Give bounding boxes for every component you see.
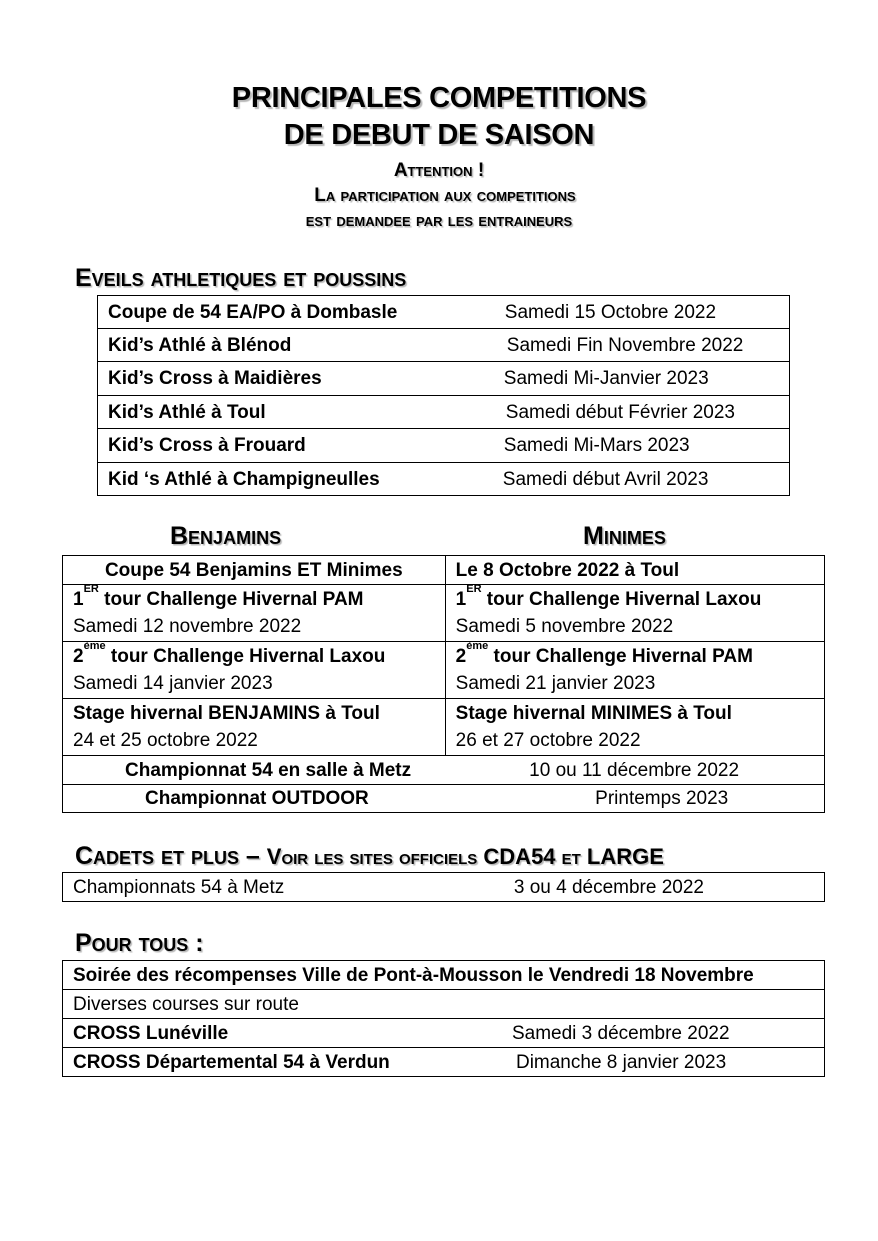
date-cell: Samedi 3 décembre 2022 xyxy=(492,1019,825,1048)
soiree-cell: Soirée des récompenses Ville de Pont-à-Mousson le Vendredi 18 Novembre xyxy=(63,961,825,990)
date-cell: 10 ou 11 décembre 2022 xyxy=(445,756,824,785)
event-date: 26 et 27 octobre 2022 xyxy=(455,730,641,751)
ordinal-number: 2 xyxy=(73,646,84,667)
table-row xyxy=(98,396,790,429)
table-row xyxy=(63,556,825,585)
table-row xyxy=(63,756,825,785)
table-row xyxy=(98,329,790,362)
attention-text: Attention ! xyxy=(393,160,485,181)
eveils-table xyxy=(97,295,790,496)
event-cell: CROSS Départemental 54 à Verdun xyxy=(63,1048,492,1077)
table-row xyxy=(98,362,790,396)
pour-tous-heading: Pour tous : xyxy=(75,929,204,957)
minimes-heading: Minimes xyxy=(583,522,666,550)
event-cell: Championnats 54 à Metz xyxy=(63,873,492,902)
date-cell: 3 ou 4 décembre 2022 xyxy=(492,873,825,902)
cadets-heading-dash: – xyxy=(238,842,267,870)
date-cell: Samedi Fin Novembre 2022 xyxy=(492,329,790,362)
event-title: tour Challenge Hivernal Laxou xyxy=(481,589,762,610)
date-cell: Samedi 15 Octobre 2022 xyxy=(492,296,790,329)
minimes-cell xyxy=(445,699,824,756)
date-cell: Samedi Mi-Janvier 2023 xyxy=(492,362,790,396)
event-cell: Championnat OUTDOOR xyxy=(63,785,446,813)
benjamins-cell xyxy=(63,585,446,642)
coupe-left-cell: Coupe 54 Benjamins ET Minimes xyxy=(63,556,446,585)
event-date: Samedi 5 novembre 2022 xyxy=(455,616,674,637)
benjamins-heading: Benjamins xyxy=(170,522,282,550)
event-title: Stage hivernal MINIMES à Toul xyxy=(455,703,732,724)
participation-line2: est demandee par les entraineurs xyxy=(305,210,573,231)
date-cell: Samedi début Février 2023 xyxy=(492,396,790,429)
table-row xyxy=(63,699,825,756)
date-cell: Samedi Mi-Mars 2023 xyxy=(492,429,790,463)
date-cell: Dimanche 8 janvier 2023 xyxy=(492,1048,825,1077)
participation-line1: La participation aux competitions xyxy=(314,185,576,206)
event-cell: Kid’s Athlé à Blénod xyxy=(98,329,492,362)
table-row xyxy=(98,463,790,496)
event-title: Stage hivernal BENJAMINS à Toul xyxy=(73,703,380,724)
ordinal-suffix: ER xyxy=(83,583,99,595)
ordinal-number: 2 xyxy=(455,646,467,667)
ordinal-suffix: ER xyxy=(466,583,482,595)
pour-tous-table xyxy=(62,960,825,1077)
minimes-cell xyxy=(445,585,824,642)
event-cell: Kid’s Cross à Maidières xyxy=(98,362,492,396)
table-row xyxy=(63,990,825,1019)
benjamins-cell xyxy=(63,642,446,699)
table-row xyxy=(63,785,825,813)
table-row xyxy=(63,961,825,990)
benjamins-minimes-table xyxy=(62,555,825,813)
table-row xyxy=(98,429,790,463)
ordinal-number: 1 xyxy=(73,589,84,610)
event-cell: Championnat 54 en salle à Metz xyxy=(63,756,446,785)
table-row xyxy=(63,585,825,642)
courses-cell: Diverses courses sur route xyxy=(63,990,825,1019)
table-row xyxy=(98,296,790,329)
minimes-cell xyxy=(445,642,824,699)
cadets-heading xyxy=(75,842,664,871)
cadets-table xyxy=(62,872,825,902)
table-row xyxy=(63,642,825,699)
event-cell: Kid’s Athlé à Toul xyxy=(98,396,492,429)
event-cell: CROSS Lunéville xyxy=(63,1019,492,1048)
table-row xyxy=(63,1048,825,1077)
event-title: tour Challenge Hivernal PAM xyxy=(488,646,753,667)
ordinal-number: 1 xyxy=(455,589,467,610)
event-date: Samedi 12 novembre 2022 xyxy=(73,616,302,637)
eveils-heading: Eveils athletiques et poussins xyxy=(75,264,407,292)
cadets-heading-main: Cadets et plus xyxy=(75,842,239,870)
table-row xyxy=(63,1019,825,1048)
event-cell: Coupe de 54 EA/PO à Dombasle xyxy=(98,296,492,329)
event-title: tour Challenge Hivernal Laxou xyxy=(105,646,386,667)
ordinal-suffix: ème xyxy=(466,640,489,652)
event-title: tour Challenge Hivernal PAM xyxy=(98,589,364,610)
page-title-line2: DE DEBUT DE SAISON xyxy=(283,119,595,151)
date-cell: Printemps 2023 xyxy=(445,785,824,813)
cadets-heading-note: Voir les sites officiels CDA54 et LARGE xyxy=(266,844,664,869)
event-date: 24 et 25 octobre 2022 xyxy=(73,730,258,751)
event-date: Samedi 14 janvier 2023 xyxy=(73,673,273,694)
event-date: Samedi 21 janvier 2023 xyxy=(455,673,656,694)
event-cell: Kid ‘s Athlé à Champigneulles xyxy=(98,463,492,496)
event-cell: Kid’s Cross à Frouard xyxy=(98,429,492,463)
page-title-line1: PRINCIPALES COMPETITIONS xyxy=(231,82,647,114)
benjamins-cell xyxy=(63,699,446,756)
date-cell: Samedi début Avril 2023 xyxy=(492,463,790,496)
coupe-right-cell: Le 8 Octobre 2022 à Toul xyxy=(445,556,824,585)
table-row xyxy=(63,873,825,902)
ordinal-suffix: ème xyxy=(83,640,106,652)
